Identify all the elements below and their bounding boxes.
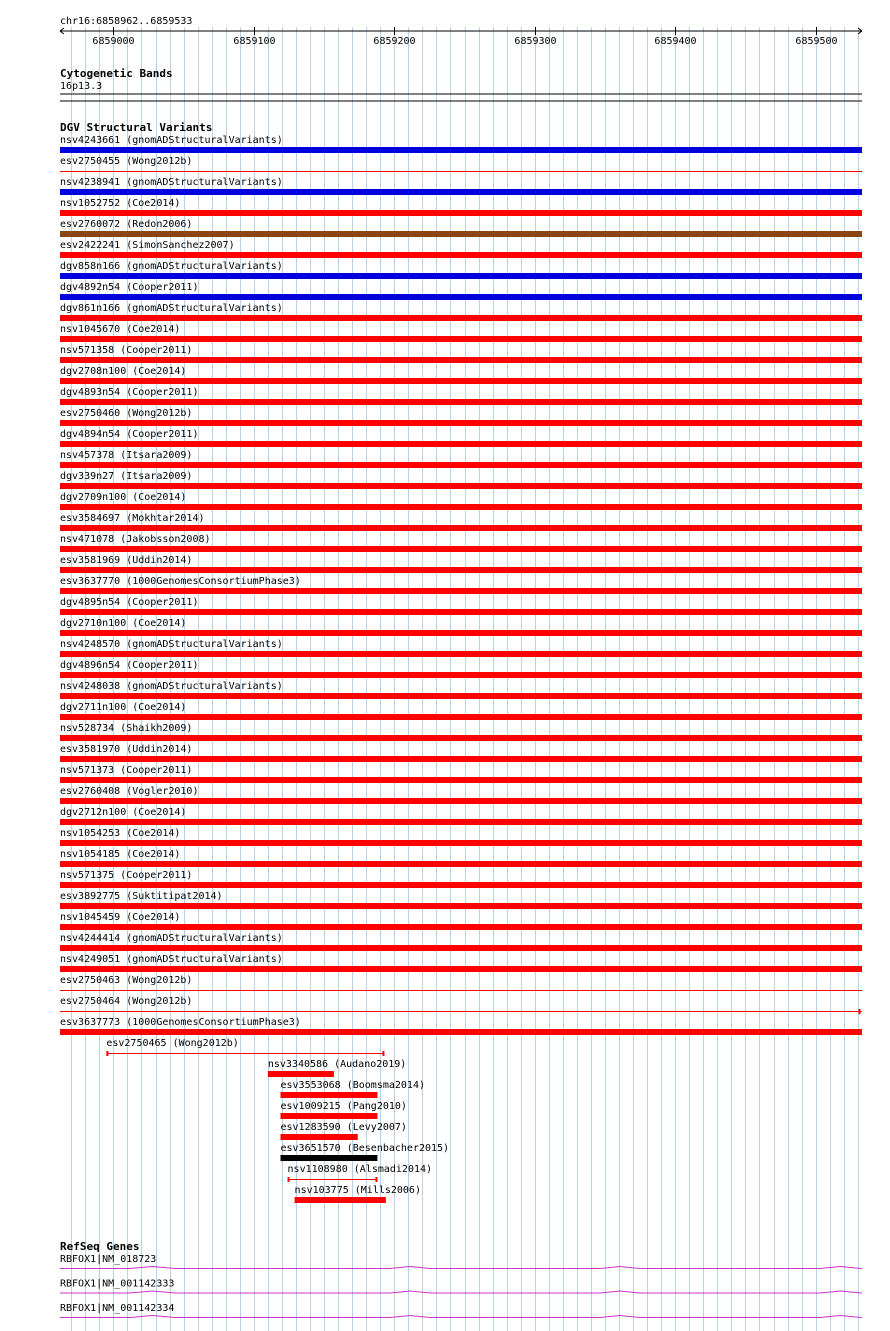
variant-label: dgv339n27 (Itsara2009) <box>60 471 193 482</box>
variant-label: esv3584697 (Mokhtar2014) <box>60 513 205 524</box>
variant-bar[interactable] <box>295 1197 386 1203</box>
variant-label: nsv4248038 (gnomADStructuralVariants) <box>60 681 283 692</box>
variant-label: nsv471078 (Jakobsson2008) <box>60 534 211 545</box>
variant-label: esv3553068 (Boomsma2014) <box>280 1080 426 1091</box>
variant-bar[interactable] <box>60 756 862 762</box>
variant-label: nsv571375 (Cooper2011) <box>60 870 193 881</box>
variant-label: nsv1108980 (Alsmadi2014) <box>287 1164 433 1175</box>
variant-label: esv2750465 (Wong2012b) <box>106 1038 239 1049</box>
variant-bar[interactable] <box>60 966 862 972</box>
variant-bar[interactable] <box>268 1071 334 1077</box>
variant-bar[interactable] <box>60 1029 862 1035</box>
variant-bar[interactable] <box>60 147 862 153</box>
variant-bar[interactable] <box>60 567 862 573</box>
variant-bar[interactable] <box>60 777 862 783</box>
variant-bar[interactable] <box>60 735 862 741</box>
ruler-tick-label: 6859200 <box>373 36 416 47</box>
ruler-tick-label: 6859500 <box>795 36 838 47</box>
variant-label: esv2422241 (SimonSanchez2007) <box>60 240 235 251</box>
variant-label: nsv4243661 (gnomADStructuralVariants) <box>60 135 283 146</box>
variant-bar[interactable] <box>60 483 862 489</box>
gene-label: RBFOX1|NM_001142334 <box>60 1303 175 1314</box>
gene-label: RBFOX1|NM_018723 <box>60 1254 157 1265</box>
variant-label: esv2750460 (Wong2012b) <box>60 408 193 419</box>
variant-label: esv3892775 (Suktitipat2014) <box>60 891 223 902</box>
gene-label: RBFOX1|NM_001142333 <box>60 1278 175 1290</box>
cytoband-track <box>60 67 862 101</box>
ruler-tick-label: 6859400 <box>654 36 697 47</box>
variant-bar[interactable] <box>60 546 862 552</box>
variant-label: nsv1054185 (Coe2014) <box>60 849 181 860</box>
variant-bar[interactable] <box>60 420 862 426</box>
ruler-tick-label: 6859000 <box>92 36 135 47</box>
variant-label: nsv4249051 (gnomADStructuralVariants) <box>60 954 283 965</box>
variant-label: esv2760408 (Vogler2010) <box>60 786 199 797</box>
variant-label: esv3581970 (Uddin2014) <box>60 744 193 755</box>
variant-label: nsv1045459 (Coe2014) <box>60 912 181 923</box>
variant-label: nsv4238941 (gnomADStructuralVariants) <box>60 177 283 188</box>
variant-bar[interactable] <box>60 588 862 594</box>
variant-bar[interactable] <box>60 903 862 909</box>
variant-bar[interactable] <box>60 861 862 867</box>
variant-bar[interactable] <box>60 252 862 258</box>
variant-label: esv2750455 (Wong2012b) <box>60 156 193 167</box>
variant-bar[interactable] <box>60 924 862 930</box>
variant-bar[interactable] <box>60 819 862 825</box>
variant-label: nsv4244414 (gnomADStructuralVariants) <box>60 933 283 944</box>
cytoband-label: 16p13.3 <box>60 81 103 92</box>
variant-bar[interactable] <box>60 210 862 216</box>
variant-label: esv3637773 (1000GenomesConsortiumPhase3) <box>60 1017 301 1028</box>
variant-label: nsv1052752 (Coe2014) <box>60 198 181 209</box>
variant-bar[interactable] <box>60 693 862 699</box>
variant-label: nsv3340586 (Audano2019) <box>267 1059 407 1070</box>
variant-label: nsv103775 (Mills2006) <box>294 1185 421 1196</box>
dgv-track <box>60 121 862 1203</box>
variant-bar[interactable] <box>60 672 862 678</box>
variant-bar[interactable] <box>60 357 862 363</box>
variant-label: dgv2711n100 (Coe2014) <box>60 702 187 713</box>
variant-label: esv2760072 (Redon2006) <box>60 219 193 230</box>
variant-label: esv3651570 (Besenbacher2015) <box>280 1143 450 1154</box>
variant-bar[interactable] <box>60 714 862 720</box>
gene-intron-line[interactable] <box>60 1316 862 1318</box>
cytoband-title: Cytogenetic Bands <box>60 67 173 80</box>
variant-bar[interactable] <box>60 630 862 636</box>
variant-bar[interactable] <box>60 651 862 657</box>
variant-label: nsv571373 (Cooper2011) <box>60 765 193 776</box>
variant-label: esv3637770 (1000GenomesConsortiumPhase3) <box>60 576 301 587</box>
variant-label: esv2750464 (Wong2012b) <box>60 996 193 1007</box>
variant-bar[interactable] <box>60 378 862 384</box>
variant-label: dgv2709n100 (Coe2014) <box>60 492 187 503</box>
ruler-tick-label: 6859100 <box>233 36 276 47</box>
dgv-title: DGV Structural Variants <box>60 121 213 134</box>
variant-bar[interactable] <box>60 798 862 804</box>
ruler-track <box>60 16 862 47</box>
variant-bar[interactable] <box>281 1092 378 1098</box>
variant-label: nsv4248570 (gnomADStructuralVariants) <box>60 639 283 650</box>
variant-label: esv3581969 (Uddin2014) <box>60 555 193 566</box>
region-label: chr16:6858962..6859533 <box>60 16 193 27</box>
variant-label: dgv2712n100 (Coe2014) <box>60 807 187 818</box>
variant-bar[interactable] <box>60 336 862 342</box>
variant-label: dgv858n166 (gnomADStructuralVariants) <box>60 261 283 272</box>
variant-label: nsv1045670 (Coe2014) <box>60 324 181 335</box>
variant-bar[interactable] <box>60 462 862 468</box>
variant-label: dgv4895n54 (Cooper2011) <box>60 597 199 608</box>
variant-bar[interactable] <box>60 525 862 531</box>
variant-bar[interactable] <box>60 231 862 237</box>
variant-label: dgv861n166 (gnomADStructuralVariants) <box>60 303 283 314</box>
refseq-track <box>60 1240 862 1318</box>
ruler-tick-label: 6859300 <box>514 36 557 47</box>
gene-intron-line[interactable] <box>60 1267 862 1269</box>
variant-bar[interactable] <box>60 609 862 615</box>
variant-label: dgv4892n54 (Cooper2011) <box>60 282 199 293</box>
variant-bar[interactable] <box>60 399 862 405</box>
variant-bar[interactable] <box>60 315 862 321</box>
variant-label: dgv4894n54 (Cooper2011) <box>60 429 199 440</box>
variant-bar[interactable] <box>60 441 862 447</box>
variant-bar[interactable] <box>60 840 862 846</box>
variant-label: esv1283590 (Levy2007) <box>280 1122 407 1133</box>
refseq-title: RefSeq Genes <box>60 1240 140 1253</box>
variant-label: nsv571358 (Cooper2011) <box>60 345 193 356</box>
variant-label: dgv4893n54 (Cooper2011) <box>60 387 199 398</box>
variant-label: dgv2708n100 (Coe2014) <box>60 366 187 377</box>
variant-label: esv1009215 (Pang2010) <box>280 1101 407 1112</box>
variant-bar[interactable] <box>60 294 862 300</box>
variant-bar[interactable] <box>60 882 862 888</box>
variant-label: esv2750463 (Wong2012b) <box>60 975 193 986</box>
gene-intron-line[interactable] <box>60 1291 862 1293</box>
variant-label: nsv528734 (Shaikh2009) <box>60 723 193 734</box>
variant-label: nsv1054253 (Coe2014) <box>60 828 181 839</box>
variant-label: dgv4896n54 (Cooper2011) <box>60 660 199 671</box>
variant-bar[interactable] <box>60 189 862 195</box>
variant-bar[interactable] <box>281 1155 378 1161</box>
variant-label: dgv2710n100 (Coe2014) <box>60 618 187 629</box>
variant-bar[interactable] <box>60 273 862 279</box>
variant-bar[interactable] <box>60 504 862 510</box>
variant-bar[interactable] <box>281 1113 378 1119</box>
variant-bar[interactable] <box>281 1134 358 1140</box>
variant-label: nsv457378 (Itsara2009) <box>60 450 193 461</box>
variant-bar[interactable] <box>60 945 862 951</box>
